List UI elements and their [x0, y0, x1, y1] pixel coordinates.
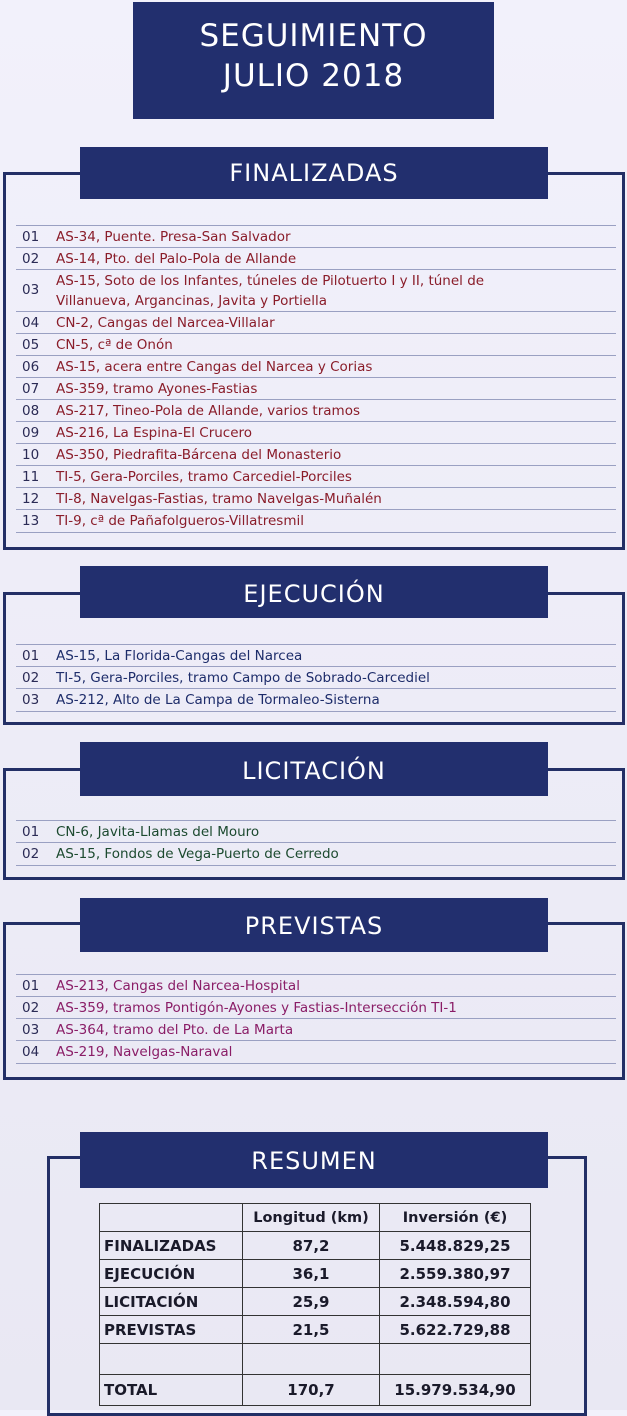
item-text: AS-15, La Florida-Cangas del Narcea — [56, 648, 303, 664]
item-number: 03 — [22, 1022, 40, 1038]
item-number: 04 — [22, 315, 40, 331]
item-number: 01 — [22, 824, 40, 840]
row-label: EJECUCIÓN — [100, 1260, 243, 1288]
ejecucion-heading: EJECUCIÓN — [80, 566, 548, 618]
column-header-inversion: Inversión (€) — [380, 1204, 531, 1232]
list-item — [16, 666, 616, 689]
title-line-1: SEGUIMIENTO — [199, 18, 428, 54]
item-number: 09 — [22, 425, 40, 441]
row-label: LICITACIÓN — [100, 1288, 243, 1316]
item-text: AS-14, Pto. del Palo-Pola de Allande — [56, 251, 297, 267]
previstas-list — [16, 974, 616, 1066]
resumen-heading: RESUMEN — [80, 1132, 548, 1188]
item-number: 03 — [22, 282, 40, 298]
longitud-cell: 21,5 — [243, 1316, 380, 1344]
item-text: AS-217, Tineo-Pola de Allande, varios tramos — [56, 403, 360, 419]
list-item — [16, 269, 616, 312]
item-number: 12 — [22, 491, 40, 507]
table-corner-cell — [100, 1204, 243, 1232]
item-text: CN-6, Javita-Llamas del Mouro — [56, 824, 260, 840]
item-number: 08 — [22, 403, 40, 419]
item-number: 02 — [22, 1000, 40, 1016]
row-label: FINALIZADAS — [100, 1232, 243, 1260]
total-label: TOTAL — [100, 1375, 243, 1406]
list-item — [16, 688, 616, 712]
inversion-cell: 5.448.829,25 — [380, 1232, 531, 1260]
summary-table — [99, 1203, 531, 1406]
row-label: PREVISTAS — [100, 1316, 243, 1344]
item-text: CN-5, cª de Onón — [56, 337, 173, 353]
ejecucion-list — [16, 644, 616, 714]
list-item — [16, 399, 616, 422]
list-item — [16, 842, 616, 866]
item-text: AS-15, Fondos de Vega-Puerto de Cerredo — [56, 846, 339, 862]
empty-cell — [100, 1344, 243, 1375]
list-item — [16, 421, 616, 444]
empty-cell — [243, 1344, 380, 1375]
longitud-cell: 25,9 — [243, 1288, 380, 1316]
item-text: AS-216, La Espina-El Crucero — [56, 425, 253, 441]
list-item — [16, 247, 616, 270]
total-inversion: 15.979.534,90 — [380, 1375, 531, 1406]
item-number: 06 — [22, 359, 40, 375]
item-text: TI-8, Navelgas-Fastias, tramo Navelgas-Muñalén — [56, 491, 382, 507]
item-text: AS-364, tramo del Pto. de La Marta — [56, 1022, 294, 1038]
finalizadas-heading: FINALIZADAS — [80, 147, 548, 199]
item-text: TI-5, Gera-Porciles, tramo Carcediel-Porciles — [56, 469, 352, 485]
list-item — [16, 377, 616, 400]
page-title — [133, 2, 494, 119]
list-item — [16, 465, 616, 488]
list-item — [16, 996, 616, 1019]
list-item — [16, 487, 616, 510]
table-row — [100, 1232, 531, 1260]
item-number: 02 — [22, 846, 40, 862]
table-total-row — [100, 1375, 531, 1406]
table-row — [100, 1260, 531, 1288]
item-text: AS-213, Cangas del Narcea-Hospital — [56, 978, 300, 994]
list-item — [16, 509, 616, 533]
item-number: 04 — [22, 1044, 40, 1060]
item-text: AS-15, Soto de los Infantes, túneles de Pilotuerto I y II, túnel de Villanueva, Argancinas, Javita y Portiella — [56, 273, 485, 309]
list-item — [16, 1018, 616, 1041]
list-item — [16, 974, 616, 997]
item-number: 11 — [22, 469, 40, 485]
item-text: AS-359, tramo Ayones-Fastias — [56, 381, 258, 397]
item-number: 02 — [22, 251, 40, 267]
item-number: 01 — [22, 229, 40, 245]
list-item — [16, 644, 616, 667]
item-text: AS-212, Alto de La Campa de Tormaleo-Sisterna — [56, 692, 380, 708]
list-item — [16, 820, 616, 843]
table-row — [100, 1288, 531, 1316]
item-text: CN-2, Cangas del Narcea-Villalar — [56, 315, 275, 331]
item-number: 03 — [22, 692, 40, 708]
total-longitud: 170,7 — [243, 1375, 380, 1406]
item-text: AS-359, tramos Pontigón-Ayones y Fastias-Intersección TI-1 — [56, 1000, 457, 1016]
licitacion-heading: LICITACIÓN — [80, 742, 548, 796]
previstas-heading: PREVISTAS — [80, 898, 548, 952]
item-text: AS-34, Puente. Presa-San Salvador — [56, 229, 291, 245]
table-header-row — [100, 1204, 531, 1232]
item-number: 01 — [22, 648, 40, 664]
title-line-2: JULIO 2018 — [222, 58, 405, 94]
longitud-cell: 87,2 — [243, 1232, 380, 1260]
list-item — [16, 311, 616, 334]
inversion-cell: 2.559.380,97 — [380, 1260, 531, 1288]
table-spacer-row — [100, 1344, 531, 1375]
licitacion-list — [16, 820, 616, 866]
list-item — [16, 355, 616, 378]
item-number: 07 — [22, 381, 40, 397]
list-item — [16, 443, 616, 466]
column-header-longitud: Longitud (km) — [243, 1204, 380, 1232]
longitud-cell: 36,1 — [243, 1260, 380, 1288]
table-row — [100, 1316, 531, 1344]
list-item — [16, 333, 616, 356]
item-text: AS-15, acera entre Cangas del Narcea y Corias — [56, 359, 373, 375]
inversion-cell: 2.348.594,80 — [380, 1288, 531, 1316]
item-text: TI-9, cª de Pañafolgueros-Villatresmil — [56, 513, 304, 529]
item-number: 02 — [22, 670, 40, 686]
finalizadas-list — [16, 225, 616, 535]
empty-cell — [380, 1344, 531, 1375]
item-text: TI-5, Gera-Porciles, tramo Campo de Sobrado-Carcediel — [56, 670, 430, 686]
inversion-cell: 5.622.729,88 — [380, 1316, 531, 1344]
item-number: 05 — [22, 337, 40, 353]
item-number: 13 — [22, 513, 40, 529]
list-item — [16, 1040, 616, 1064]
item-number: 01 — [22, 978, 40, 994]
item-text: AS-350, Piedrafita-Bárcena del Monasterio — [56, 447, 342, 463]
item-number: 10 — [22, 447, 40, 463]
item-text: AS-219, Navelgas-Naraval — [56, 1044, 233, 1060]
list-item — [16, 225, 616, 248]
